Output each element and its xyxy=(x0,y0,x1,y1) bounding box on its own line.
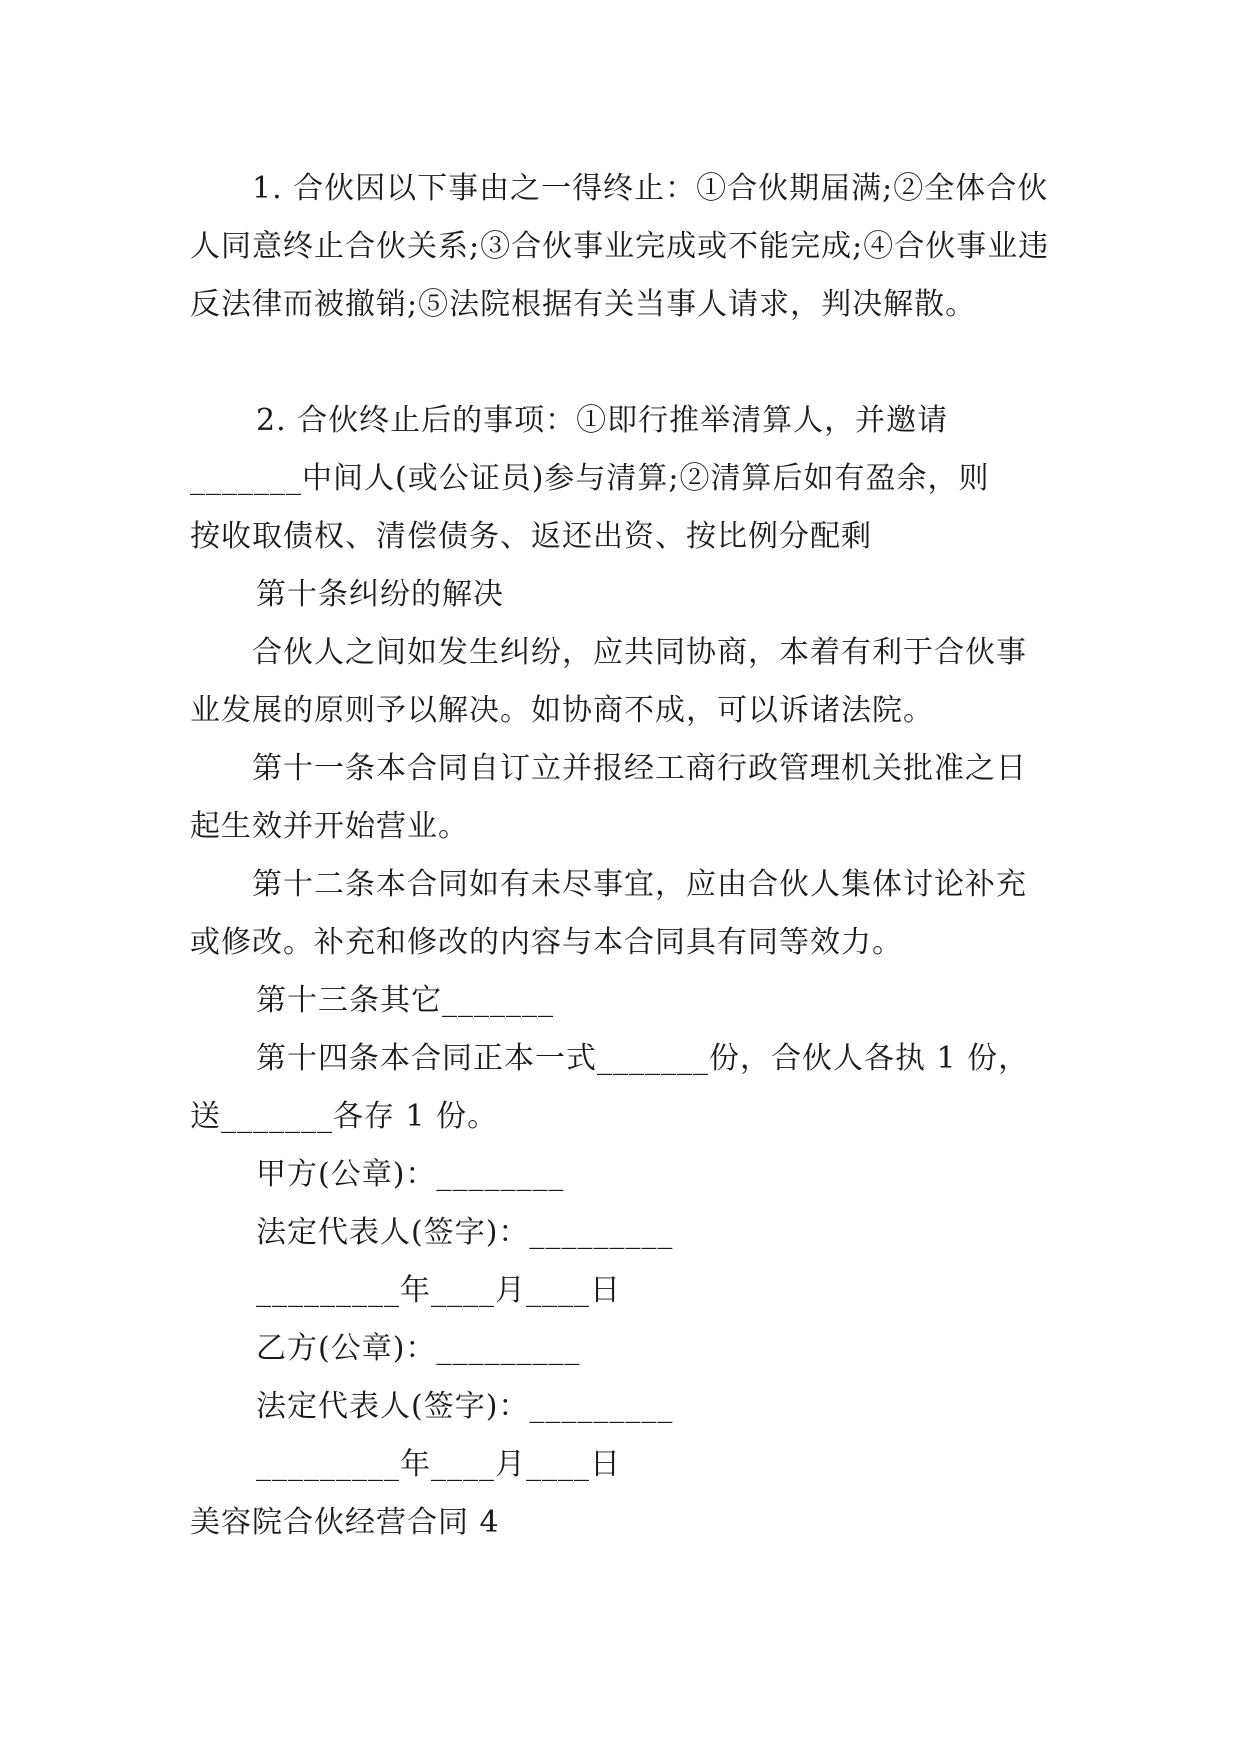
clause-termination-events: 1. 合伙因以下事由之一得终止：①合伙期届满;②全体合伙人同意终止合伙关系;③合伙事业完成或不能完成;④合伙事业违反法律而被撤销;⑤法院根据有关当事人请求，判决解散。 xyxy=(190,171,1050,322)
article-12: 第十二条本合同如有未尽事宜，应由合伙人集体讨论补充或修改。补充和修改的内容与本合同具有同等效力。 xyxy=(190,867,1027,960)
party-a-seal: 甲方(公章)：________ xyxy=(256,1157,565,1192)
article-10-title: 第十条纠纷的解决 xyxy=(256,577,504,612)
party-b-representative: 法定代表人(签字)：_________ xyxy=(256,1389,674,1424)
next-contract-title: 美容院合伙经营合同 4 xyxy=(190,1505,500,1540)
article-14-line-2: 送_______各存 1 份。 xyxy=(190,1099,499,1134)
party-a-date: _________年____月____日 xyxy=(256,1273,621,1308)
party-b-seal: 乙方(公章)：_________ xyxy=(256,1331,581,1366)
article-14-line-1: 第十四条本合同正本一式_______份，合伙人各执 1 份， xyxy=(256,1041,1030,1076)
clause-after-termination-line-2: _______中间人(或公证员)参与清算;②清算后如有盈余，则 xyxy=(190,461,990,496)
article-10-body: 合伙人之间如发生纠纷，应共同协商，本着有利于合伙事业发展的原则予以解决。如协商不成，可以诉诸法院。 xyxy=(190,635,1027,728)
article-13: 第十三条其它_______ xyxy=(256,983,554,1018)
clause-after-termination-line-3: 按收取债权、清偿债务、返还出资、按比例分配剩 xyxy=(190,519,872,554)
article-11: 第十一条本合同自订立并报经工商行政管理机关批准之日起生效并开始营业。 xyxy=(190,751,1027,844)
party-b-date: _________年____月____日 xyxy=(256,1447,621,1482)
clause-after-termination-line-1: 2. 合伙终止后的事项：①即行推举清算人，并邀请 xyxy=(256,403,949,438)
party-a-representative: 法定代表人(签字)：_________ xyxy=(256,1215,674,1250)
